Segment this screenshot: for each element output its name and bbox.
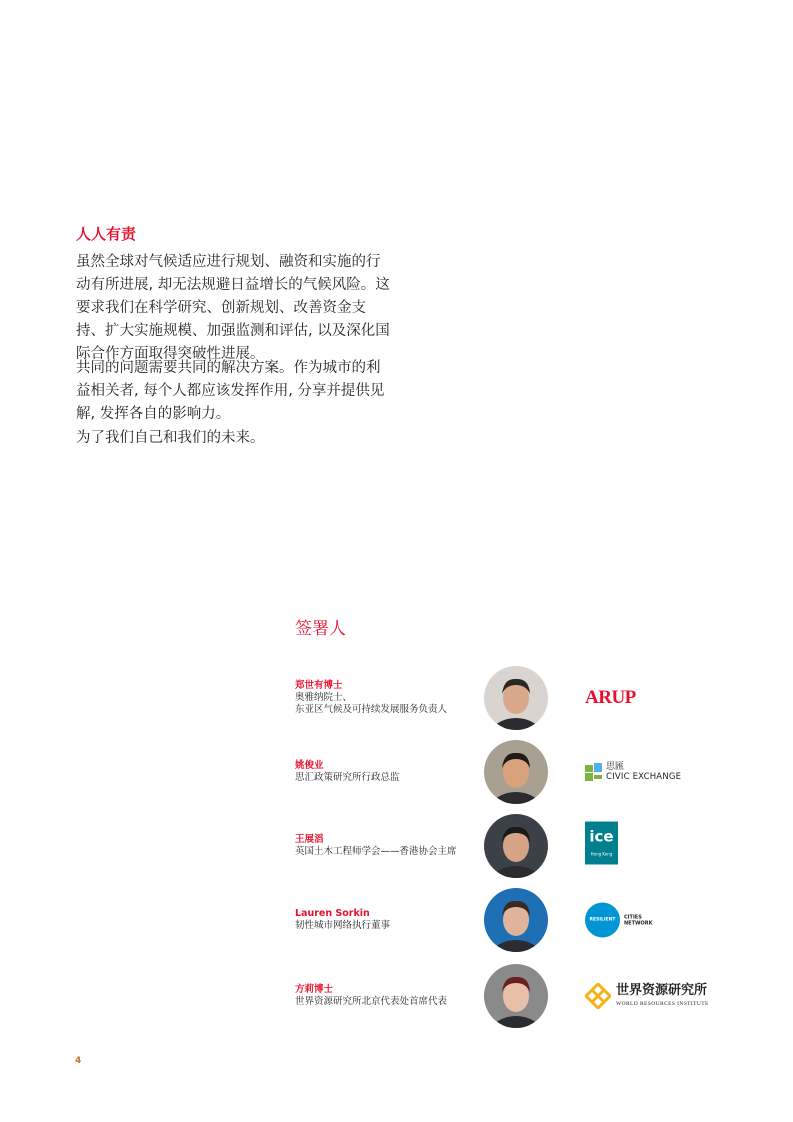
signatory-row	[295, 888, 725, 952]
paragraph-line: 虽然全球对气候适应进行规划、融资和实施的行	[76, 254, 381, 270]
signatory-row	[295, 814, 725, 878]
signatory-text	[295, 760, 400, 784]
signatory-role-line: 韧性城市网络执行董事	[295, 920, 391, 931]
paragraph-line: 要求我们在科学研究、创新规划、改善资金支	[76, 300, 366, 316]
paragraph-line: 动有所进展, 却无法规避日益增长的气候风险。这	[76, 277, 390, 293]
signatories-title: 签署人	[295, 619, 346, 639]
signatory-name: 郑世有博士	[295, 680, 343, 691]
signatory-photo	[484, 888, 548, 952]
arup-logo: ARUP	[585, 687, 636, 708]
signatory-name: 姚俊业	[295, 760, 324, 771]
civic-exchange-logo: 思匯 CIVIC EXCHANGE	[585, 762, 681, 782]
paragraph-line: 共同的问题需要共同的解决方案。作为城市的利	[76, 360, 381, 376]
signatory-row	[295, 740, 725, 804]
signatory-text	[295, 680, 447, 716]
signatory-photo	[484, 666, 548, 730]
signatory-row	[295, 964, 725, 1028]
paragraph-line: 持、扩大实施规模、加强监测和评估, 以及深化国	[76, 323, 390, 339]
paragraph-line: 为了我们自己和我们的未来。	[76, 430, 265, 446]
wri-emblem-icon	[585, 983, 611, 1009]
signatory-text	[295, 908, 390, 932]
signatory-role-line: 世界资源研究所北京代表处首席代表	[295, 996, 448, 1007]
paragraph-1	[76, 251, 406, 366]
section-title: 人人有责	[76, 225, 137, 243]
signatory-text	[295, 984, 447, 1008]
signatory-row	[295, 666, 725, 730]
paragraph-line: 际合作方面取得突破性进展。	[76, 346, 265, 362]
resilient-cities-logo: RESILIENT CITIES NETWORK	[585, 903, 653, 938]
signatory-photo	[484, 964, 548, 1028]
signatory-role-line: 思汇政策研究所行政总监	[295, 772, 400, 783]
signatory-name: 王展滔	[295, 834, 324, 845]
signatory-role-line: 英国土木工程师学会——香港协会主席	[295, 846, 457, 857]
signatory-role-line: 奥雅纳院士、	[295, 692, 353, 703]
paragraph-line: 益相关者, 每个人都应该发挥作用, 分享并提供见	[76, 383, 385, 399]
paragraph-line: 解, 发挥各自的影响力。	[76, 406, 231, 422]
signatory-role-line: 东亚区气候及可持续发展服务负责人	[295, 704, 448, 715]
signatory-name: 方莉博士	[295, 984, 334, 995]
page-number: 4	[75, 1056, 82, 1066]
signatory-photo	[484, 740, 548, 804]
signatory-text	[295, 834, 457, 858]
paragraph-2	[76, 357, 406, 426]
ice-logo: ice Hong Kong	[585, 822, 618, 865]
signatory-name: Lauren Sorkin	[295, 908, 370, 919]
puzzle-icon	[585, 763, 603, 781]
signatory-photo	[484, 814, 548, 878]
wri-logo: 世界资源研究所 WORLD RESOURCES INSTITUTE	[585, 983, 709, 1009]
paragraph-3	[76, 427, 406, 450]
